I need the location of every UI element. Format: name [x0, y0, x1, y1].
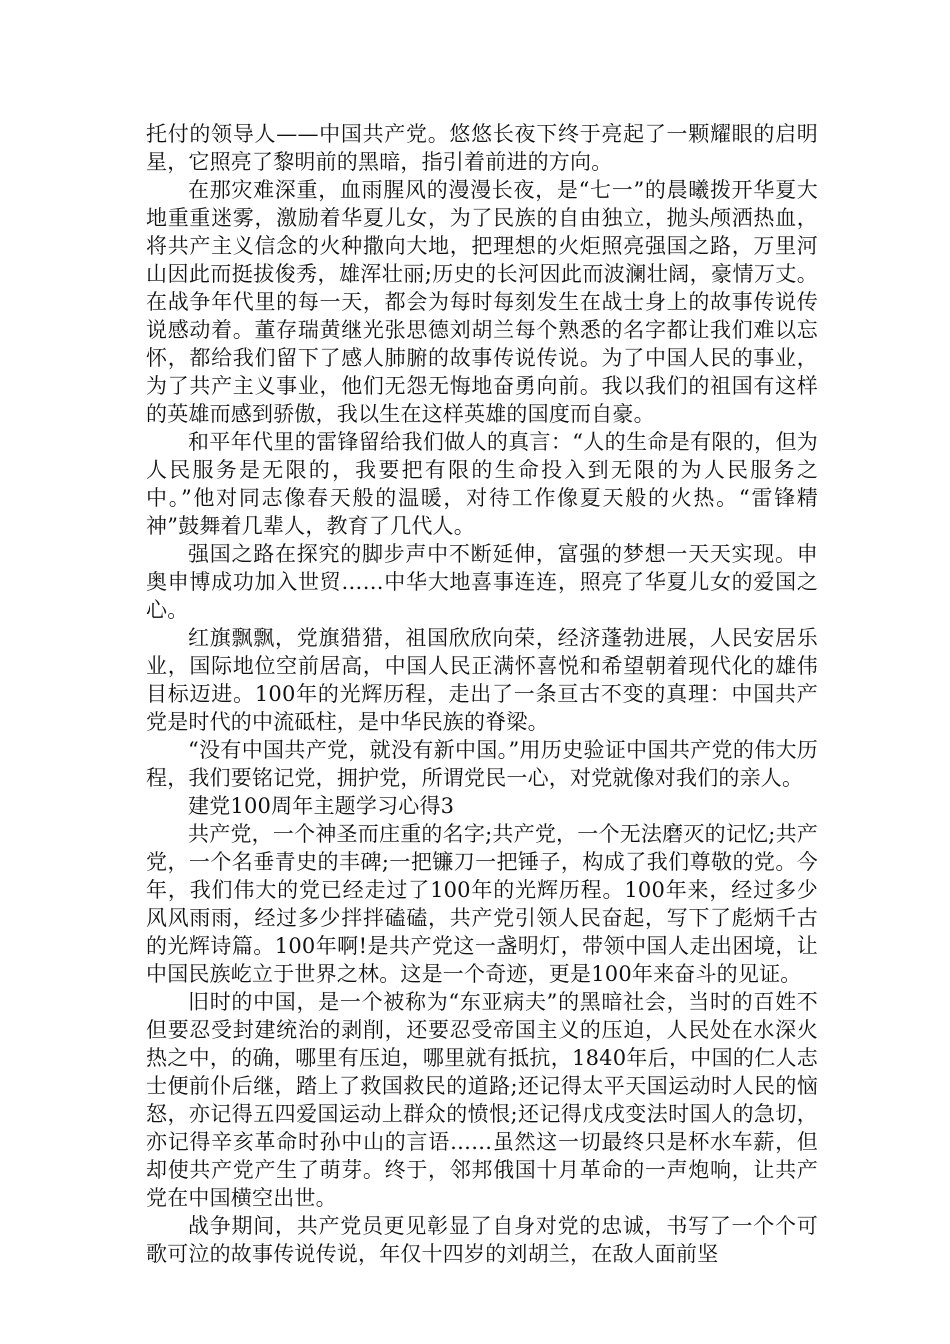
paragraph: 托付的领导人——中国共产党。悠悠长夜下终于亮起了一颗耀眼的启明星，它照亮了黎明前的黑暗，指引着前进的方向。	[146, 122, 818, 174]
paragraph: 强国之路在探究的脚步声中不断延伸，富强的梦想一天天实现。申奥申博成功加入世贸……中华大地喜事连连，照亮了华夏儿女的爱国之心。	[146, 542, 818, 622]
paragraph: “没有中国共产党，就没有新中国。”用历史验证中国共产党的伟大历程，我们要铭记党，拥护党，所谓党民一心，对党就像对我们的亲人。	[146, 738, 818, 790]
paragraph: 战争期间，共产党员更见彰显了自身对党的忠诚，书写了一个个可歌可泣的故事传说传说，年仅十四岁的刘胡兰，在敌人面前坚	[146, 1214, 818, 1266]
paragraph: 在那灾难深重，血雨腥风的漫漫长夜，是“七一”的晨曦拨开华夏大地重重迷雾，激励着华夏儿女，为了民族的自由独立，抛头颅洒热血，将共产主义信念的火种撒向大地，把理想的火炬照亮强国之路，万里河山因此而挺拔俊秀，雄浑壮丽;历史的长河因此而波澜壮阔，豪情万丈。在战争年代里的每一天，都会为每时每刻发生在战士身上的故事传说传说感动着。董存瑞黄继光张思德刘胡兰每个熟悉的名字都让我们难以忘怀，都给我们留下了感人肺腑的故事传说传说。为了中国人民的事业，为了共产主义事业，他们无怨无悔地奋勇向前。我以我们的祖国有这样的英雄而感到骄傲，我以生在这样英雄的国度而自豪。	[146, 178, 818, 426]
paragraph: 红旗飘飘，党旗猎猎，祖国欣欣向荣，经济蓬勃进展，人民安居乐业，国际地位空前居高，中国人民正满怀喜悦和希望朝着现代化的雄伟目标迈进。100年的光辉历程，走出了一条亘古不变的真理：中国共产党是时代的中流砥柱，是中华民族的脊梁。	[146, 626, 818, 734]
section-heading: 建党100周年主题学习心得3	[188, 794, 455, 818]
paragraph: 共产党，一个神圣而庄重的名字;共产党，一个无法磨灭的记忆;共产党，一个名垂青史的丰碑;一把镰刀一把锤子，构成了我们尊敬的党。今年，我们伟大的党已经走过了100年的光辉历程。100年来，经过多少风风雨雨，经过多少拌拌磕磕，共产党引领人民奋起，写下了彪炳千古的光辉诗篇。100年啊!是共产党这一盏明灯，带领中国人走出困境，让中国民族屹立于世界之林。这是一个奇迹，更是100年来奋斗的见证。	[146, 822, 818, 986]
paragraph: 旧时的中国，是一个被称为“东亚病夫”的黑暗社会，当时的百姓不但要忍受封建统治的剥削，还要忍受帝国主义的压迫，人民处在水深火热之中，的确，哪里有压迫，哪里就有抵抗，1840年后，中国的仁人志士便前仆后继，踏上了救国救民的道路;还记得太平天国运动时人民的恼怒，亦记得五四爱国运动上群众的愤恨;还记得戊戌变法时国人的急切，亦记得辛亥革命时孙中山的言语……虽然这一切最终只是杯水车薪，但却使共产党产生了萌芽。终于，邻邦俄国十月革命的一声炮响，让共产党在中国横空出世。	[146, 990, 818, 1210]
document-body	[146, 120, 818, 1268]
paragraph: 和平年代里的雷锋留给我们做人的真言：“人的生命是有限的，但为人民服务是无限的，我要把有限的生命投入到无限的为人民服务之中。”他对同志像春天般的温暖，对待工作像夏天般的火热。“雷锋精神”鼓舞着几辈人，教育了几代人。	[146, 430, 818, 538]
